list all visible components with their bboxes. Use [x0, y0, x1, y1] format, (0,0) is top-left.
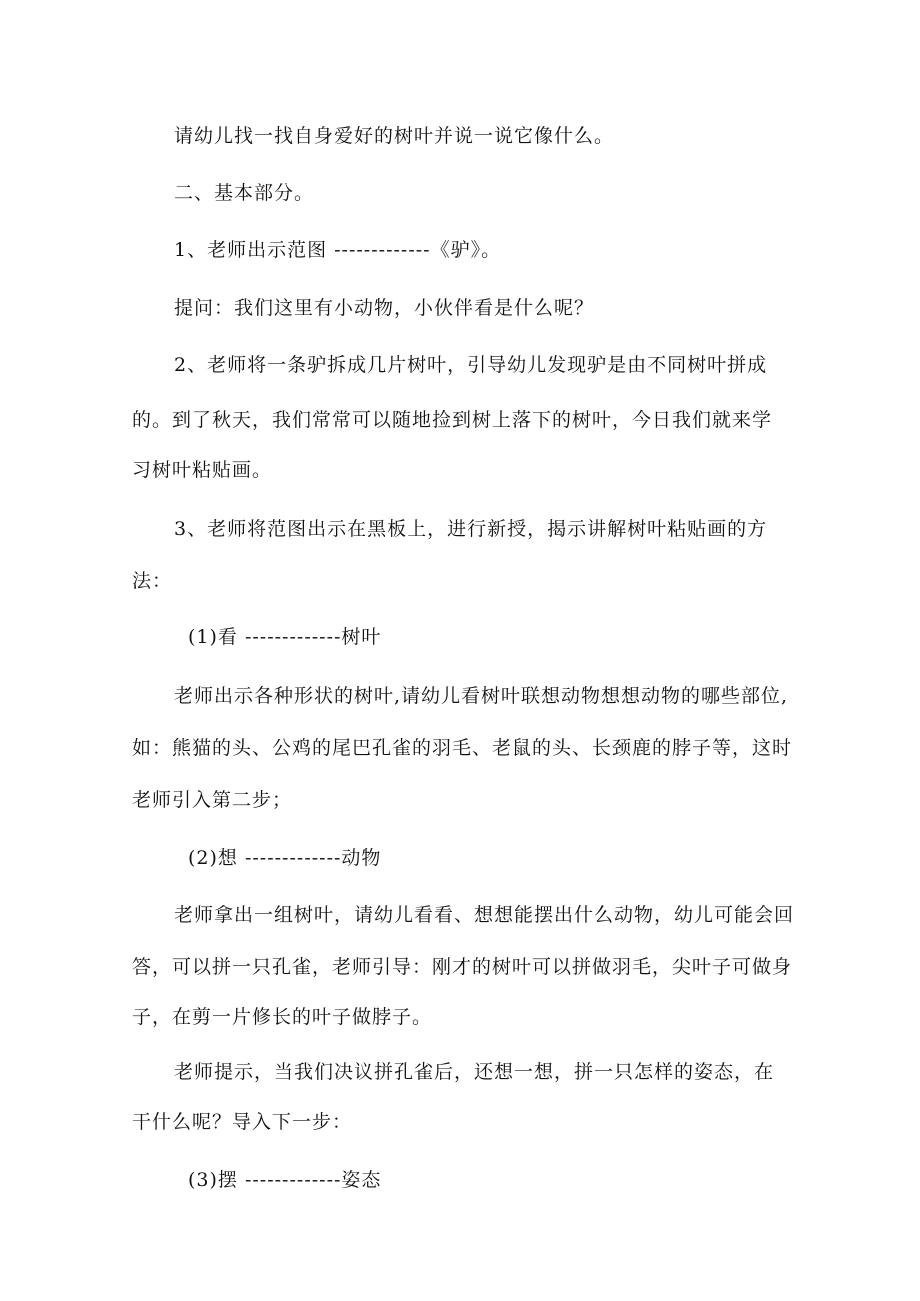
section-heading-basic: 二、基本部分。 — [174, 182, 315, 204]
substep-arrange: (3)摆 -------------姿态 — [188, 1169, 382, 1191]
hint-line-2: 干什么呢？导入下一步： — [132, 1111, 353, 1133]
step-2-line-2: 的。到了秋天，我们常常可以随地捡到树上落下的树叶，今日我们就来学 — [132, 409, 773, 431]
look-desc-line-1: 老师出示各种形状的树叶,请幼儿看树叶联想动物想想动物的哪些部位, — [174, 685, 789, 707]
think-desc-line-3: 子，在剪一片修长的叶子做脖子。 — [132, 1006, 433, 1028]
look-desc-line-2: 如：熊猫的头、公鸡的尾巴孔雀的羽毛、老鼠的头、长颈鹿的脖子等，这时 — [132, 737, 793, 759]
step-3-line-2: 法： — [132, 570, 173, 592]
step-1-line: 1、老师出示范图 -------------《驴》。 — [174, 239, 502, 261]
question-line: 提问：我们这里有小动物，小伙伴看是什么呢？ — [174, 297, 595, 319]
paragraph-intro: 请幼儿找一找自身爱好的树叶并说一说它像什么。 — [174, 125, 615, 147]
hint-line-1: 老师提示，当我们决议拼孔雀后，还想一想，拼一只怎样的姿态，在 — [174, 1061, 775, 1083]
step-2-line-3: 习树叶粘贴画。 — [132, 459, 273, 481]
step-2-line-1: 2、老师将一条驴拆成几片树叶，引导幼儿发现驴是由不同树叶拼成 — [174, 354, 768, 376]
look-desc-line-3: 老师引入第二步； — [132, 789, 293, 811]
think-desc-line-2: 答，可以拼一只孔雀，老师引导：刚才的树叶可以拼做羽毛，尖叶子可做身 — [132, 956, 793, 978]
step-3-line-1: 3、老师将范图出示在黑板上，进行新授，揭示讲解树叶粘贴画的方 — [174, 518, 768, 540]
substep-think: (2)想 -------------动物 — [188, 847, 382, 869]
substep-look: (1)看 -------------树叶 — [188, 626, 382, 648]
think-desc-line-1: 老师拿出一组树叶，请幼儿看看、想想能摆出什么动物，幼儿可能会回 — [174, 904, 795, 926]
